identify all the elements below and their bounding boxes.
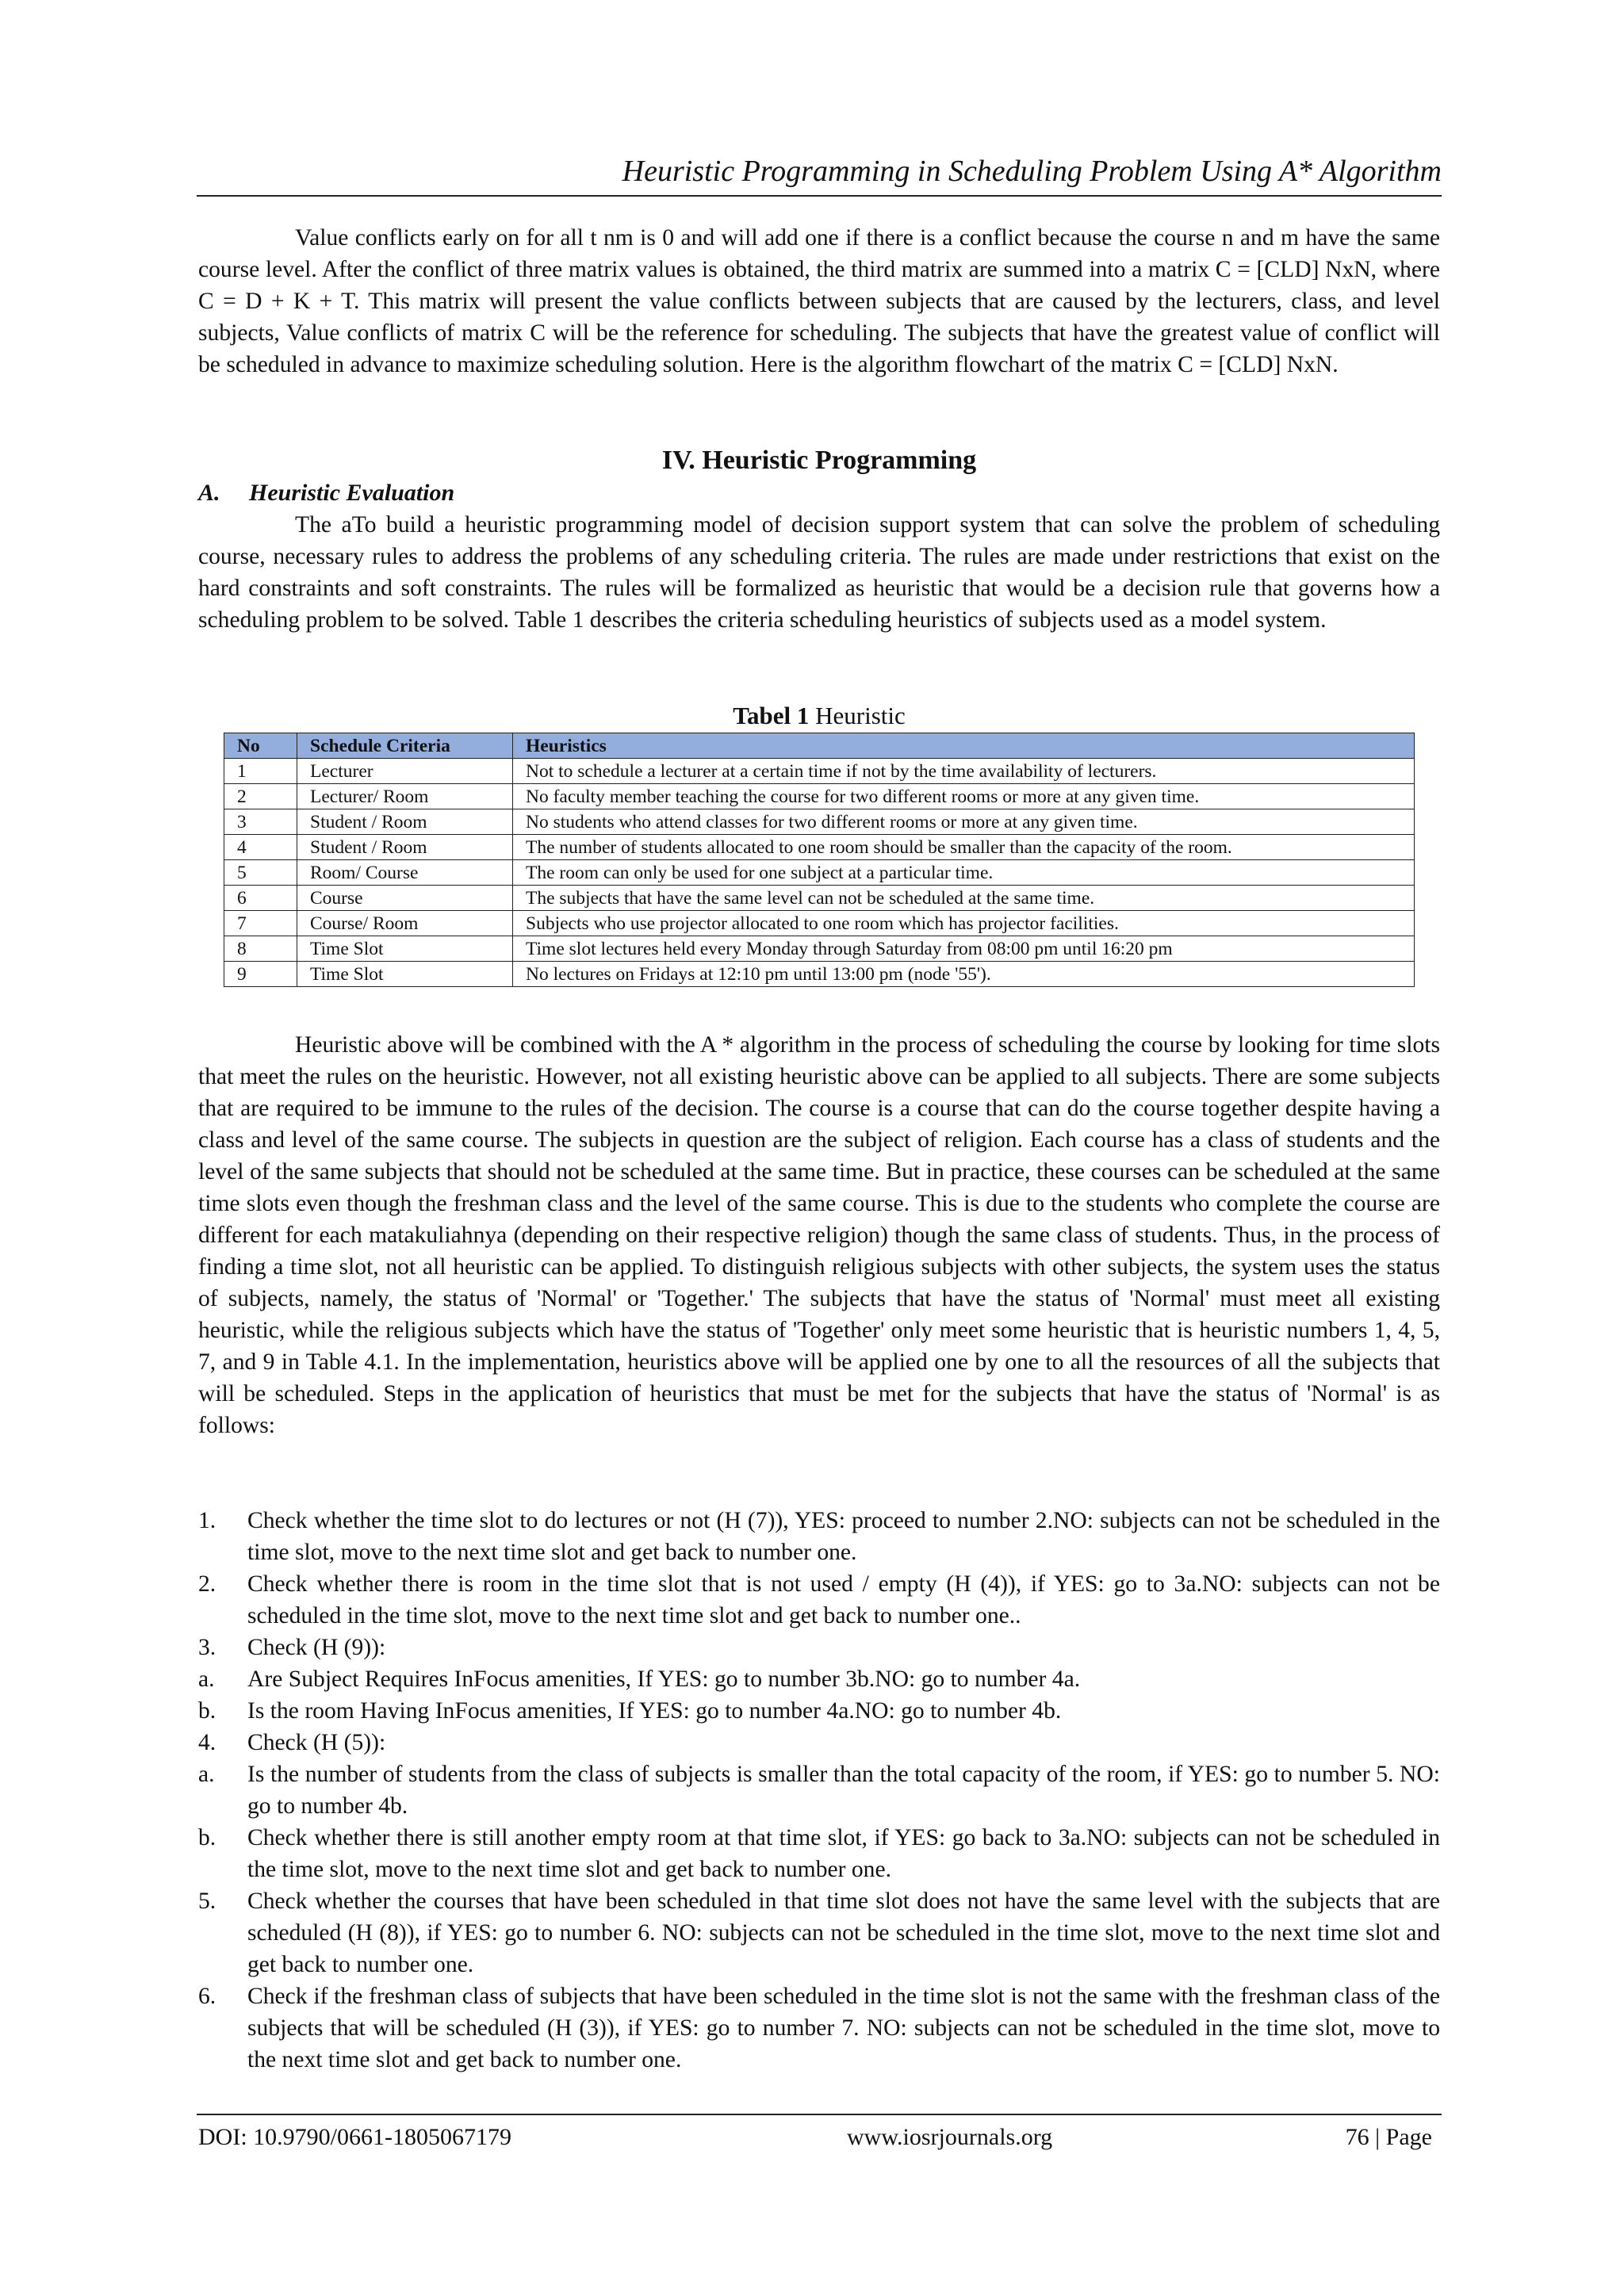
- list-marker: a.: [198, 1762, 215, 1787]
- paragraph-text: The aTo build a heuristic programming model of decision support system that can solve the problem of scheduling course, necessary rules to address the problems of any scheduling criteria. The rules are made under restrictions that exist on the hard constraints and soft constraints. The rules will be formalized as heuristic that would be a decision rule that governs how a scheduling problem to be solved. Table 1 describes the criteria scheduling heuristics of subjects used as a model system.: [198, 512, 1440, 633]
- column-header-criteria: Schedule Criteria: [297, 733, 513, 759]
- list-item: [198, 1505, 1440, 1568]
- list-item-text: Check whether the time slot to do lectures or not (H (7)), YES: proceed to number 2.NO: subjects can not be scheduled in the time slot, move to the next time slot and get back to number one.: [247, 1508, 1440, 1565]
- list-item: [198, 1695, 1440, 1727]
- cell-no: 7: [224, 911, 297, 936]
- cell-heuristic: The subjects that have the same level can not be scheduled at the same time.: [513, 886, 1415, 911]
- list-item: [198, 1980, 1440, 2076]
- paragraph-heuristic-application: [198, 1029, 1440, 1441]
- list-item-text: Check (H (5)):: [247, 1730, 386, 1755]
- table-row: [224, 784, 1415, 809]
- table-row: [224, 962, 1415, 987]
- cell-no: 2: [224, 784, 297, 809]
- cell-heuristic: Subjects who use projector allocated to one room which has projector facilities.: [513, 911, 1415, 936]
- list-item-text: Check whether there is room in the time slot that is not used / empty (H (4)), if YES: go to 3a.NO: subjects can not be scheduled in the time slot, move to the next time slot and get back to number one..: [247, 1571, 1440, 1628]
- cell-heuristic: No lectures on Fridays at 12:10 pm until 13:00 pm (node '55').: [513, 962, 1415, 987]
- footer-website: www.iosrjournals.org: [847, 2124, 1053, 2150]
- list-item: [198, 1663, 1440, 1695]
- table-row: [224, 809, 1415, 835]
- table-row: [224, 911, 1415, 936]
- paragraph-intro: [198, 222, 1440, 381]
- table-caption-text: Heuristic: [809, 702, 906, 729]
- subsection-title: Heuristic Evaluation: [249, 480, 455, 506]
- cell-no: 1: [224, 759, 297, 784]
- section-title: IV. Heuristic Programming: [661, 446, 977, 475]
- subsection-number: A.: [198, 480, 220, 506]
- cell-criteria: Student / Room: [297, 809, 513, 835]
- subsection-heading: [198, 477, 454, 509]
- list-marker: 1.: [198, 1508, 216, 1533]
- table-caption-label: Tabel 1: [733, 702, 810, 729]
- list-item: [198, 1822, 1440, 1885]
- column-header-heuristics: Heuristics: [513, 733, 1415, 759]
- cell-heuristic: No students who attend classes for two different rooms or more at any given time.: [513, 809, 1415, 835]
- cell-criteria: Room/ Course: [297, 860, 513, 886]
- cell-heuristic: The room can only be used for one subject at a particular time.: [513, 860, 1415, 886]
- list-marker: 4.: [198, 1730, 216, 1755]
- heuristics-table: [224, 733, 1415, 987]
- paragraph-text: Value conflicts early on for all t nm is 0 and will add one if there is a conflict because the course n and m have the same course level. After the conflict of three matrix values is obtained, the third matrix are summed into a matrix C = [CLD] NxN, where C = D + K + T. This matrix will present the value conflicts between subjects that are caused by the lecturers, class, and level subjects, Value conflicts of matrix C will be the reference for scheduling. The subjects that have the greatest value of conflict will be scheduled in advance to maximize scheduling solution. Here is the algorithm flowchart of the matrix C = [CLD] NxN.: [198, 225, 1440, 377]
- footer-doi: DOI: 10.9790/0661-1805067179: [198, 2124, 511, 2150]
- cell-heuristic: Time slot lectures held every Monday through Saturday from 08:00 pm until 16:20 pm: [513, 936, 1415, 962]
- heuristic-steps-list: [198, 1505, 1440, 2076]
- list-item-text: Is the number of students from the class of subjects is smaller than the total capacity of the room, if YES: go to number 5. NO: go to number 4b.: [247, 1762, 1440, 1819]
- list-marker: a.: [198, 1667, 215, 1692]
- footer-page-number: 76 | Page: [1345, 2124, 1432, 2150]
- table-row: [224, 835, 1415, 860]
- list-marker: 6.: [198, 1984, 216, 2009]
- paragraph-heuristic-evaluation: [198, 509, 1440, 636]
- page-footer: [197, 2114, 1442, 2150]
- list-item-text: Are Subject Requires InFocus amenities, If YES: go to number 3b.NO: go to number 4a.: [247, 1667, 1081, 1692]
- cell-no: 9: [224, 962, 297, 987]
- cell-no: 3: [224, 809, 297, 835]
- cell-criteria: Course: [297, 886, 513, 911]
- column-header-no: No: [224, 733, 297, 759]
- list-marker: 5.: [198, 1888, 216, 1914]
- list-marker: b.: [198, 1825, 216, 1850]
- table-header-row: [224, 733, 1415, 759]
- cell-no: 6: [224, 886, 297, 911]
- cell-criteria: Lecturer/ Room: [297, 784, 513, 809]
- cell-heuristic: Not to schedule a lecturer at a certain time if not by the time availability of lecturers.: [513, 759, 1415, 784]
- running-header: [197, 151, 1442, 197]
- cell-criteria: Course/ Room: [297, 911, 513, 936]
- cell-criteria: Lecturer: [297, 759, 513, 784]
- table-caption: [198, 699, 1440, 733]
- cell-no: 5: [224, 860, 297, 886]
- cell-criteria: Time Slot: [297, 936, 513, 962]
- cell-criteria: Student / Room: [297, 835, 513, 860]
- list-item-text: Check if the freshman class of subjects that have been scheduled in the time slot is not the same with the freshman class of the subjects that will be scheduled (H (3)), if YES: go to number 7. NO: subjects can not be scheduled in the time slot, move to the next time slot and get back to number one.: [247, 1984, 1440, 2072]
- list-item: [198, 1632, 1440, 1663]
- cell-no: 4: [224, 835, 297, 860]
- list-item-text: Check (H (9)):: [247, 1635, 386, 1660]
- list-item-text: Check whether the courses that have been scheduled in that time slot does not have the same level with the subjects that are scheduled (H (8)), if YES: go to number 6. NO: subjects can not be scheduled in the time slot, move to the next time slot and get back to number one.: [247, 1888, 1440, 1977]
- list-item-text: Is the room Having InFocus amenities, If YES: go to number 4a.NO: go to number 4b.: [247, 1698, 1062, 1724]
- running-title: Heuristic Programming in Scheduling Problem Using A* Algorithm: [622, 155, 1442, 188]
- list-marker: 3.: [198, 1635, 216, 1660]
- list-marker: b.: [198, 1698, 216, 1724]
- list-marker: 2.: [198, 1571, 216, 1597]
- cell-no: 8: [224, 936, 297, 962]
- paragraph-text: Heuristic above will be combined with the A * algorithm in the process of scheduling the course by looking for time slots that meet the rules on the heuristic. However, not all existing heuristic above can be applied to all subjects. There are some subjects that are required to be immune to the rules of the decision. The course is a course that can do the course together despite having a class and level of the same course. The subjects in question are the subject of religion. Each course has a class of students and the level of the same subjects that should not be scheduled at the same time. But in practice, these courses can be scheduled at the same time slots even though the freshman class and the level of the same course. This is due to the students who complete the course are different for each matakuliahnya (depending on their respective religion) though the same class of students. Thus, in the process of finding a time slot, not all heuristic can be applied. To distinguish religious subjects with other subjects, the system uses the status of subjects, namely, the status of 'Normal' or 'Together.' The subjects that have the status of 'Normal' must meet all existing heuristic, while the religious subjects which have the status of 'Together' only meet some heuristic that is heuristic numbers 1, 4, 5, 7, and 9 in Table 4.1. In the implementation, heuristics above will be applied one by one to all the resources of all the subjects that will be scheduled. Steps in the application of heuristics that must be met for the subjects that have the status of 'Normal' is as follows:: [198, 1032, 1440, 1438]
- table-row: [224, 886, 1415, 911]
- cell-heuristic: No faculty member teaching the course for two different rooms or more at any given time.: [513, 784, 1415, 809]
- cell-heuristic: The number of students allocated to one room should be smaller than the capacity of the room.: [513, 835, 1415, 860]
- table-row: [224, 936, 1415, 962]
- cell-criteria: Time Slot: [297, 962, 513, 987]
- list-item: [198, 1727, 1440, 1758]
- table-row: [224, 860, 1415, 886]
- list-item: [198, 1568, 1440, 1632]
- list-item-text: Check whether there is still another empty room at that time slot, if YES: go back to 3a.NO: subjects can not be scheduled in the time slot, move to the next time slot and get back to number one.: [247, 1825, 1440, 1882]
- list-item: [198, 1885, 1440, 1980]
- list-item: [198, 1758, 1440, 1822]
- table-row: [224, 759, 1415, 784]
